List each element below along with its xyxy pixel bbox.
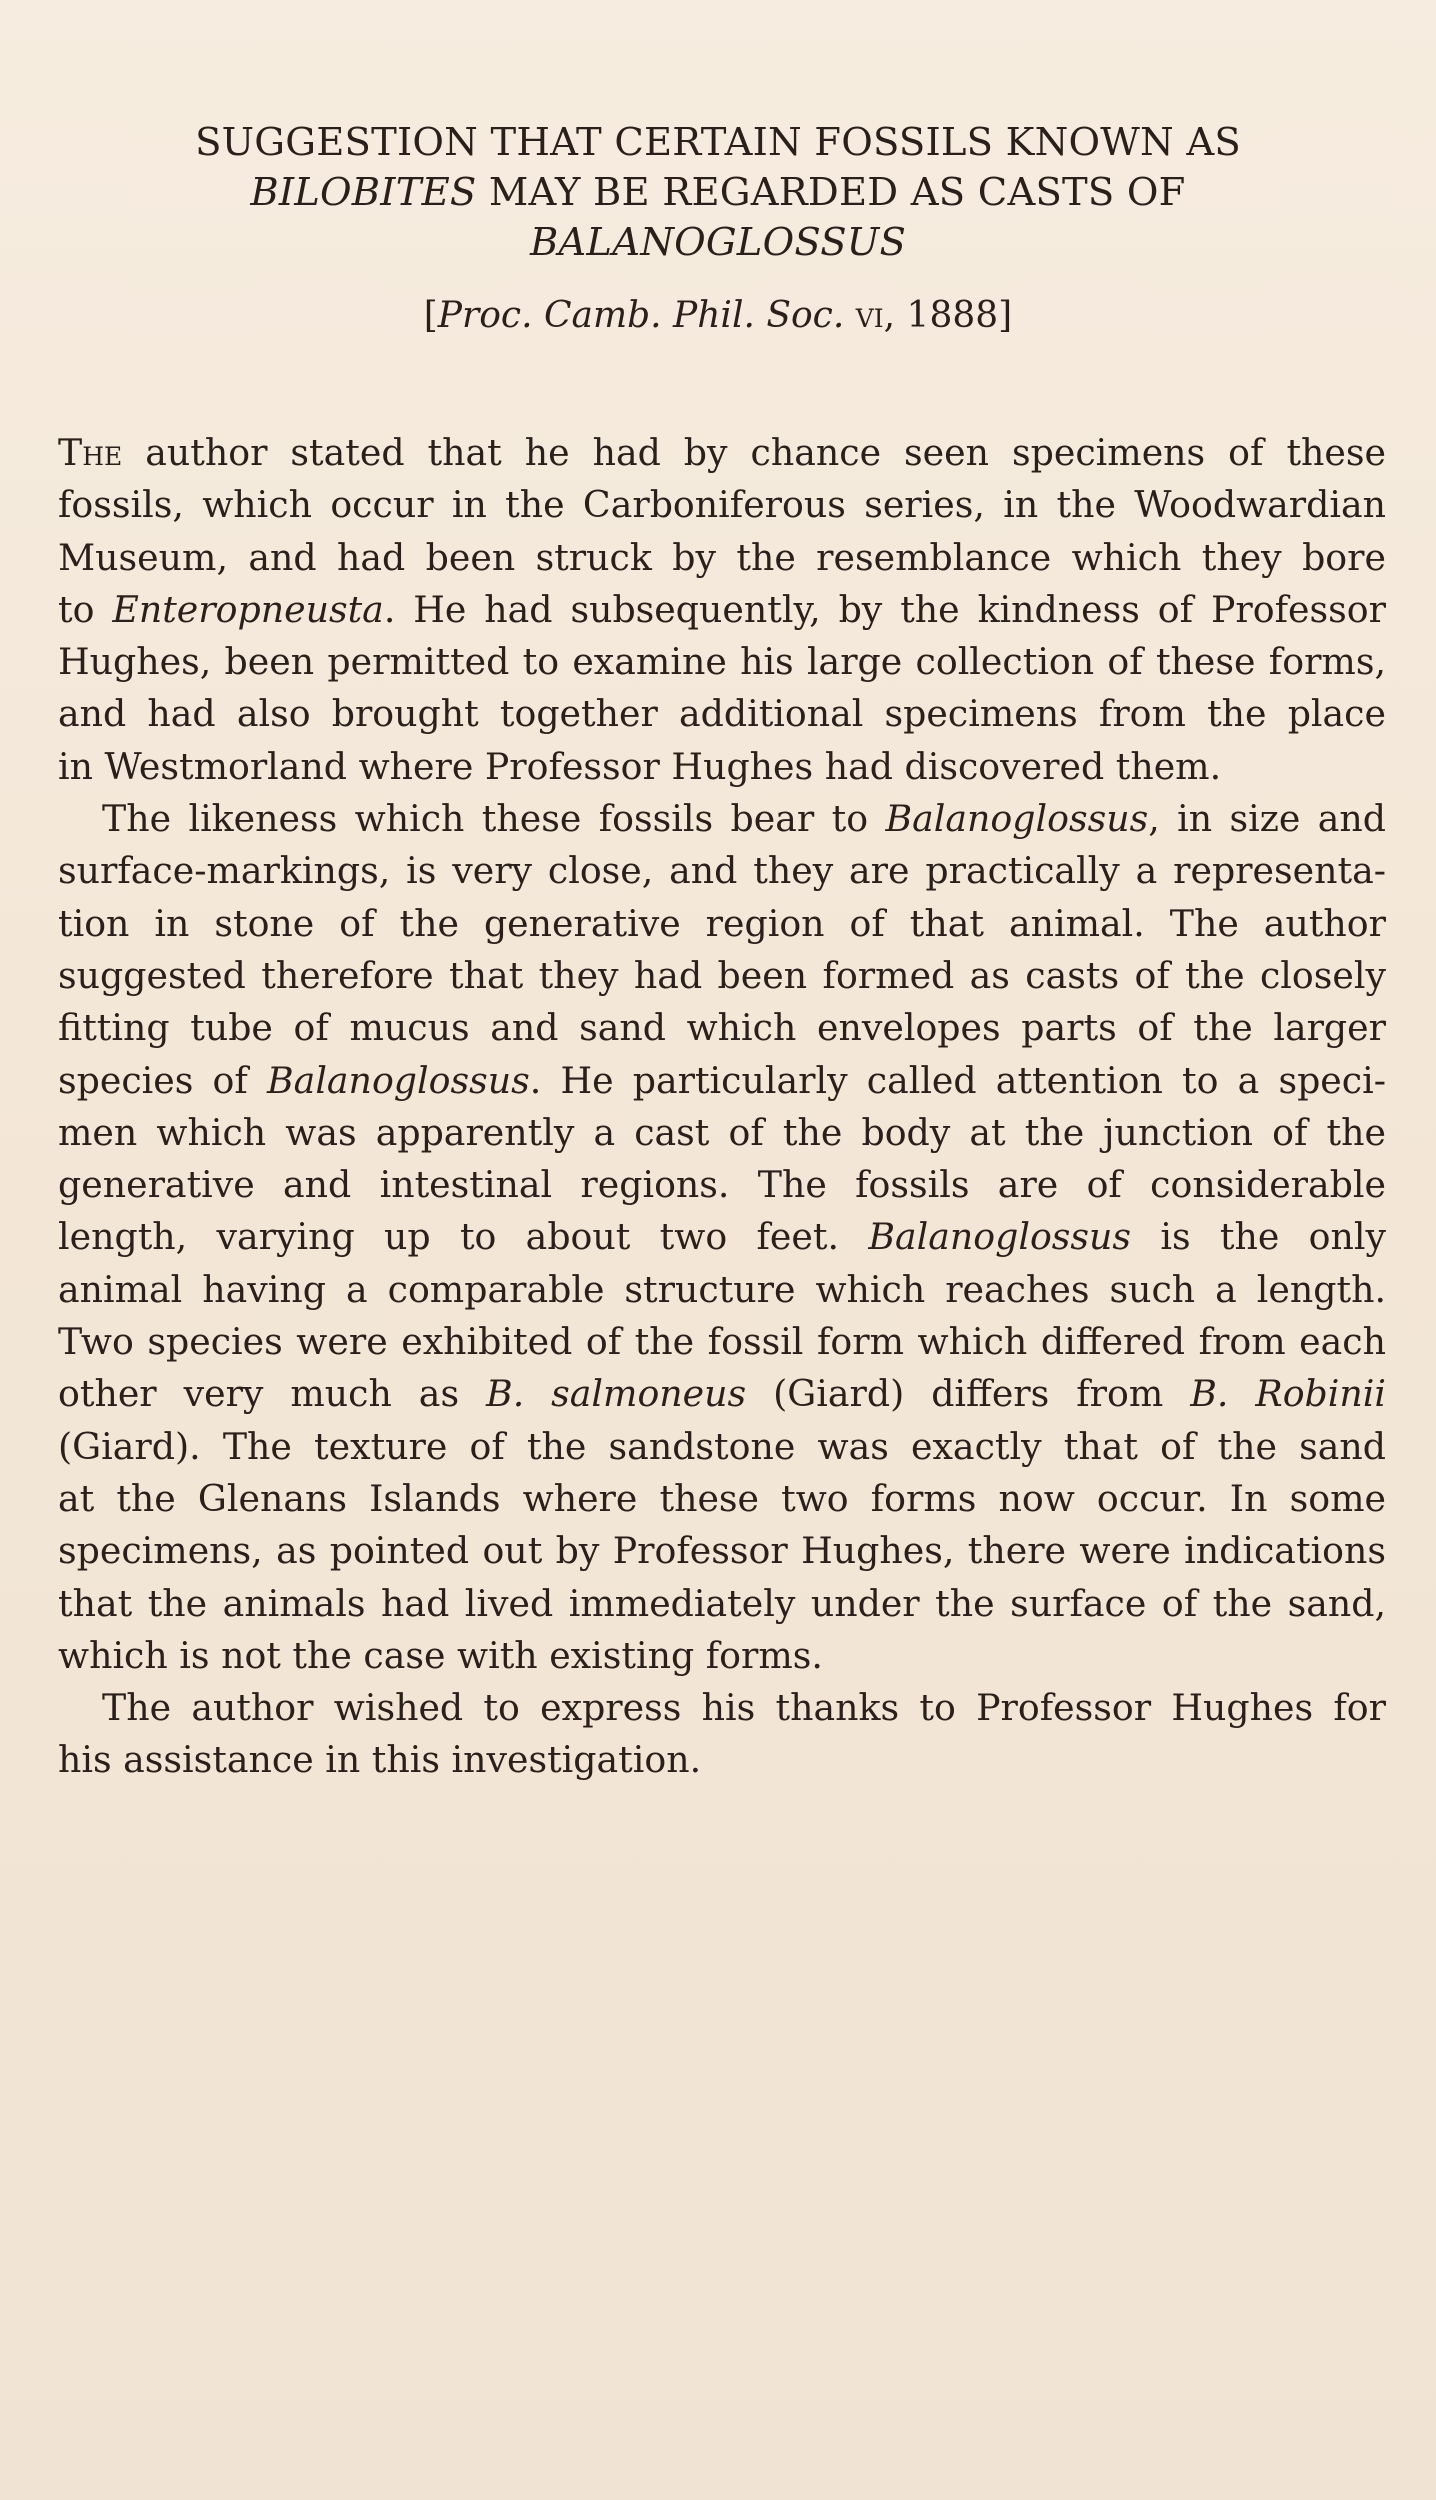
line-text: Two species were exhibited of the fossil form which differed from each (58, 1320, 1386, 1364)
article-body (58, 427, 1386, 1787)
paragraph-line (58, 1264, 1386, 1316)
paragraph-line (58, 1002, 1386, 1054)
italic-term: Enteropneusta (112, 587, 384, 631)
line-text: surface-markings, is very close, and they are practically a representa- (58, 849, 1386, 893)
italic-term: B. Robinii (1190, 1372, 1386, 1416)
paragraph-line (58, 1734, 1386, 1786)
italic-term: Balanoglossus (868, 1215, 1132, 1259)
paragraph-line (58, 1159, 1386, 1211)
line-text: in Westmorland where Professor Hughes had discovered them. (58, 744, 1222, 788)
line-text: that the animals had lived immediately under the surface of the sand, (58, 1581, 1386, 1625)
title-italic-balanoglossus: BALANOGLOSSUS (529, 220, 907, 265)
paragraph-line (58, 1525, 1386, 1577)
title-line-1 (60, 118, 1376, 168)
line-text: his assistance in this investigation. (58, 1738, 702, 1782)
line-text: at the Glenans Islands where these two forms now occur. In some (58, 1476, 1386, 1520)
paragraph-2 (58, 793, 1386, 1682)
paragraph-line (58, 1421, 1386, 1473)
citation-journal: Proc. Camb. Phil. Soc. (437, 295, 845, 336)
line-text: animal having a comparable structure which reaches such a length. (58, 1267, 1386, 1311)
line-text: Museum, and had been struck by the resemblance which they bore (58, 535, 1386, 579)
line-text: species of (58, 1058, 267, 1102)
citation (60, 292, 1376, 340)
line-text: suggested therefore that they had been formed as casts of the closely (58, 953, 1386, 997)
paragraph-line (58, 898, 1386, 950)
paragraph-line (58, 636, 1386, 688)
line-text: other very much as (58, 1372, 487, 1416)
citation-year: , 1888] (883, 295, 1013, 336)
line-text: (Giard) differs from (746, 1372, 1191, 1416)
line-text: generative and intestinal regions. The fossils are of considerable (58, 1163, 1386, 1207)
italic-term: Balanoglossus (885, 797, 1149, 841)
paragraph-line (58, 1316, 1386, 1368)
title-italic-bilobites: BILOBITES (250, 170, 477, 215)
paragraph-line (58, 427, 1386, 479)
paragraph-line (58, 584, 1386, 636)
paragraph-3 (58, 1682, 1386, 1787)
paragraph-line (58, 1682, 1386, 1734)
line-text: , in size and (1148, 797, 1386, 841)
line-text: The author wished to express his thanks to Professor Hughes for (102, 1686, 1386, 1730)
paragraph-line (58, 1578, 1386, 1630)
line-text: (Giard). The texture of the sandstone was exactly that of the sand (58, 1424, 1386, 1468)
line-text: specimens, as pointed out by Professor Hughes, there were indications (58, 1529, 1386, 1573)
paragraph-line (58, 532, 1386, 584)
paragraph-1 (58, 427, 1386, 793)
lead-smallcaps: The (58, 431, 123, 474)
line-text: tion in stone of the generative region of that animal. The author (58, 901, 1386, 945)
line-text: . He particularly called attention to a speci- (529, 1058, 1386, 1102)
paragraph-line (58, 1630, 1386, 1682)
paragraph-line (58, 950, 1386, 1002)
paragraph-line (58, 1107, 1386, 1159)
italic-term: Balanoglossus (267, 1058, 530, 1102)
line-text: . He had subsequently, by the kindness of Professor (383, 587, 1386, 631)
citation-open: [ (423, 295, 438, 336)
paragraph-line (58, 479, 1386, 531)
paragraph-line (58, 1473, 1386, 1525)
line-text: author stated that he had by chance seen specimens of these (122, 431, 1386, 474)
citation-volume: vi (844, 295, 884, 336)
paragraph-line (58, 845, 1386, 897)
line-text: Hughes, been permitted to examine his large collection of these forms, (58, 640, 1386, 684)
line-text: length, varying up to about two feet. (58, 1215, 869, 1259)
paragraph-line (58, 1368, 1386, 1420)
paragraph-line (58, 1211, 1386, 1263)
article-heading (60, 118, 1376, 340)
title-line-2 (60, 168, 1376, 218)
title-text-2: MAY BE REGARDED AS CASTS OF (476, 170, 1186, 215)
line-text: fossils, which occur in the Carboniferous series, in the Woodwardian (58, 483, 1386, 527)
paragraph-line (58, 1055, 1386, 1107)
italic-term: B. salmoneus (486, 1372, 747, 1416)
paragraph-line (58, 793, 1386, 845)
line-text: to (58, 587, 113, 631)
paragraph-line (58, 688, 1386, 740)
line-text: men which was apparently a cast of the body at the junction of the (58, 1110, 1386, 1154)
paragraph-line (58, 741, 1386, 793)
title-text-1: SUGGESTION THAT CERTAIN FOSSILS KNOWN AS (195, 120, 1241, 165)
title-line-3 (60, 218, 1376, 268)
line-text: The likeness which these fossils bear to (102, 797, 886, 841)
line-text: fitting tube of mucus and sand which envelopes parts of the larger (58, 1006, 1386, 1050)
line-text: which is not the case with existing forms. (58, 1633, 823, 1677)
line-text: and had also brought together additional specimens from the place (58, 692, 1386, 736)
line-text: is the only (1131, 1215, 1386, 1259)
